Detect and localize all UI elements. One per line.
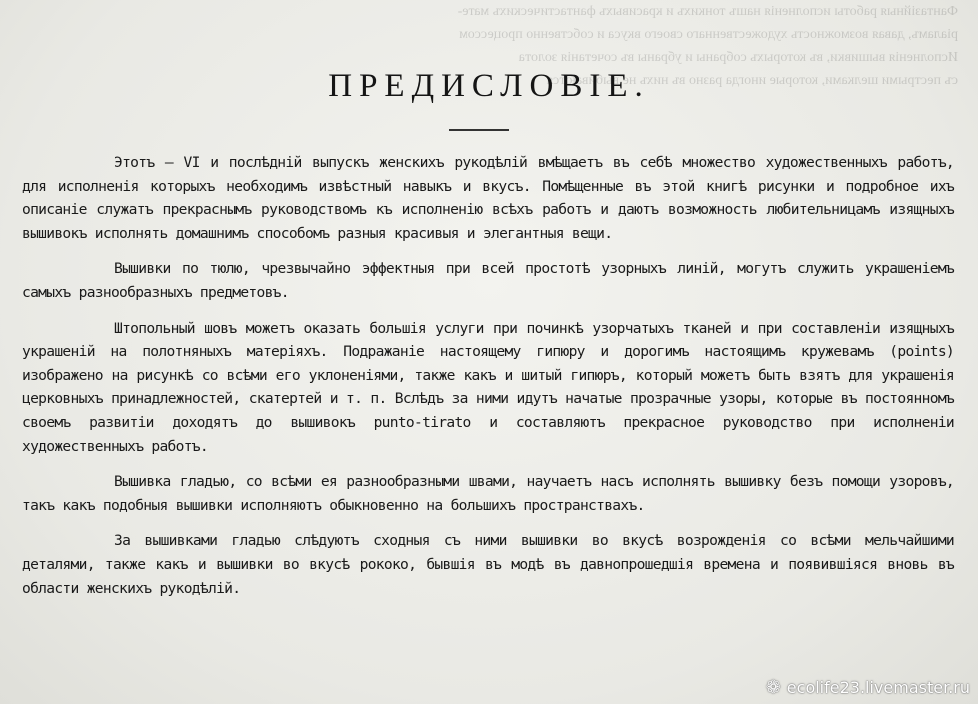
- bleed-line: съ пестрыми шелками, которые иногда разно въ нихъ не выбиваются: [546, 73, 958, 88]
- paragraph-4: Вышивка гладью, со всѣми ея разнообразными швами, научаетъ насъ исполнять вышивку безъ помощи узоровъ, такъ какъ подобныя вышивки исполняютъ обыкновенно на большихъ пространствахъ.: [22, 473, 954, 514]
- preface-body: [22, 151, 954, 612]
- bleed-line: ріаламъ, давая возможность художественнаго своего вкуса и собственно процессом: [459, 27, 958, 42]
- paragraph-1: Этотъ — VI и послѣдній выпускъ женскихъ рукодѣлій вмѣщаетъ въ себѣ множество художественныхъ работъ, для исполненія которыхъ необходимъ извѣстный навыкъ и вкусъ. Помѣщенные въ этой книгѣ рисунки и подробное ихъ описаніе служатъ прекраснымъ руководствомъ къ исполненію всѣхъ работъ и даютъ возможность любительницамъ изящныхъ вышивокъ исполнять домашнимъ способомъ разныя красивыя и элегантныя вещи.: [22, 154, 954, 242]
- watermark: [766, 677, 970, 698]
- watermark-text: ecolife23.livemaster.ru: [786, 678, 970, 697]
- paragraph-5: За вышивками гладью слѣдуютъ сходныя съ ними вышивки во вкусѣ возрожденія со всѣми мельчайшими деталями, также какъ и вышивки во вкусѣ рококо, бывшія въ модѣ въ давнопрошедшія времена и появившіяся вновь въ области женскихъ рукодѣлій.: [22, 532, 954, 597]
- paragraph-3: Штопольный шовъ можетъ оказать большія услуги при починкѣ узорчатыхъ тканей и при составленіи изящныхъ украшеній на полотняныхъ матеріяхъ. Подражаніе настоящему гипюру и дорогимъ настоящимъ кружевамъ (points) изображено на рисункѣ со всѣми его уклоненіями, также какъ и шитый гипюръ, который можетъ быть взятъ для украшенія церковныхъ принадлежностей, скатертей и т. п. Вслѣдъ за ними идутъ начатые прозрачные узоры, которые въ постоянномъ своемъ развитіи доходятъ до вышивокъ punto-tirato и составляютъ прекрасное руководство при исполненіи художественныхъ работъ.: [22, 319, 954, 455]
- bleed-through-text: [0, 0, 978, 125]
- title-rule: [449, 129, 509, 131]
- page-title: ПРЕДИСЛОВІЕ.: [328, 68, 650, 104]
- bleed-line: Фантазійныя работы исполненія нашъ тонкихъ и красивыхъ фантастическихъ мате-: [457, 4, 958, 19]
- paragraph-2: Вышивки по тюлю, чрезвычайно эффектныя при всей простотѣ узорныхъ линій, могутъ служить украшеніемъ самыхъ разнообразныхъ предметовъ.: [22, 260, 954, 301]
- bleed-line: Исполненія вышивки, въ которыхъ собраны и убраны въ сочетанія золота: [518, 50, 958, 65]
- flower-icon: ❁: [765, 677, 781, 698]
